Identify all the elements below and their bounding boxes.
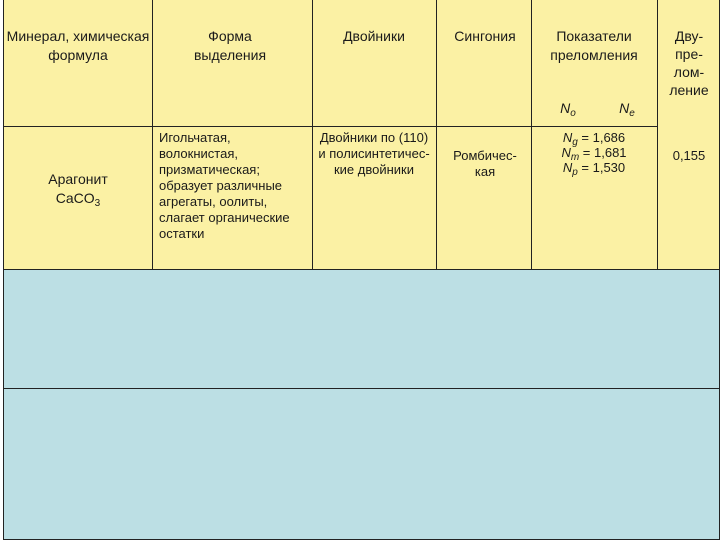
header-no: $N_o$ <box>560 100 576 119</box>
header-refraction: Показатели преломления <box>550 28 638 63</box>
form-description: Игольчатая, волокнистая, призматическая; образует различные агрегаты, оолиты, слагает органические остатки <box>159 130 290 241</box>
header-twins: Двойники <box>343 28 405 44</box>
grid-line <box>152 0 153 270</box>
syngony-value: Ромбичес- кая <box>453 148 517 179</box>
refraction-values <box>533 130 655 178</box>
ng-value: $N_g = 1,686$ <box>562 130 626 148</box>
nm-value: $N_m = 1,681$ <box>561 145 627 163</box>
grid-line <box>3 269 720 270</box>
np-value: $N_p = 1,530$ <box>562 160 626 178</box>
grid-line <box>657 0 658 270</box>
birefringence-value: 0,155 <box>672 148 706 163</box>
header-ne: $N_e$ <box>619 100 635 119</box>
grid-line <box>312 0 313 270</box>
twins-description: Двойники по (110) и полисинтетичес-кие двойники <box>318 130 430 177</box>
header-birefringence: Дву- пре- лом- ление <box>669 28 709 98</box>
header-syngony: Сингония <box>454 28 516 44</box>
mineral-name: Арагонит CaCO$_3$ <box>48 171 108 209</box>
header-mineral: Минерал, химическая формула <box>6 28 150 63</box>
blue-section <box>3 270 720 540</box>
header-form: Форма выделения <box>193 28 267 63</box>
grid-line <box>3 388 720 389</box>
grid-line <box>436 0 437 270</box>
grid-line <box>3 126 657 127</box>
grid-line <box>3 0 4 540</box>
